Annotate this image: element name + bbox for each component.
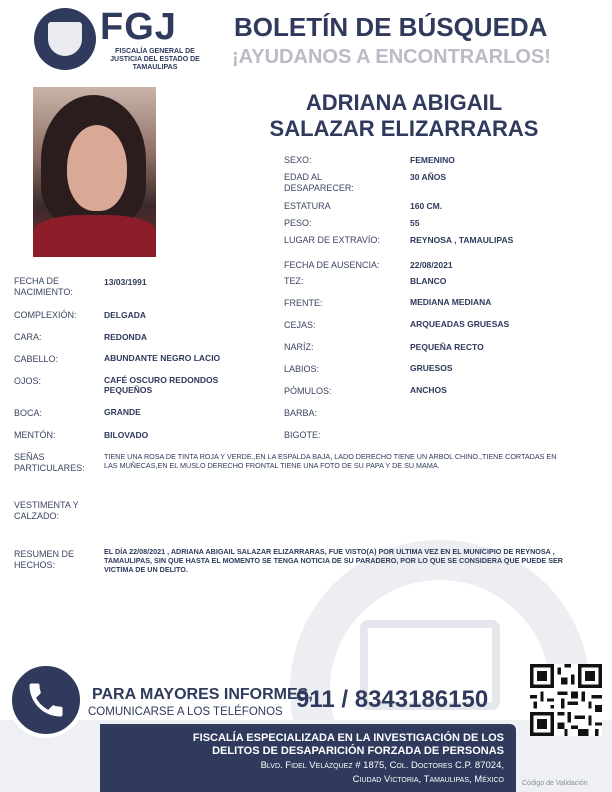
field-label-boca: BOCA: — [14, 408, 43, 418]
field-label-tez: TEZ: — [284, 276, 304, 286]
footer-line2: DELITOS DE DESAPARICIÓN FORZADA DE PERSONAS — [212, 745, 504, 757]
vestimenta-label: VESTIMENTA Y CALZADO: — [14, 500, 79, 521]
footer-city: Ciudad Victoria, Tamaulipas, México — [352, 774, 504, 785]
field-value-nariz: PEQUEÑA RECTO — [410, 342, 484, 352]
field-label-ojos: OJOS: — [14, 376, 42, 386]
resumen-label: RESUMEN DE HECHOS: — [14, 549, 75, 570]
field-label-sexo: SEXO: — [284, 155, 312, 165]
senas-label: SEÑAS PARTICULARES: — [14, 452, 85, 473]
field-value-pomulos: ANCHOS — [410, 385, 447, 395]
page-title: BOLETÍN DE BÚSQUEDA — [234, 12, 548, 42]
page-subtitle: ¡AYUDANOS A ENCONTRARLOS! — [232, 46, 551, 68]
field-value-edad: 30 AÑOS — [410, 172, 447, 182]
field-label-cabello: CABELLO: — [14, 354, 59, 364]
field-value-tez: BLANCO — [410, 276, 447, 286]
field-label-pomulos: PÓMULOS: — [284, 386, 332, 396]
field-label-cejas: CEJAS: — [284, 320, 316, 330]
person-name-line2: SALAZAR ELIZARRARAS — [269, 116, 539, 141]
field-label-nariz: NARÍZ: — [284, 342, 314, 352]
field-value-sexo: FEMENINO — [410, 155, 455, 165]
resumen-value: EL DÍA 22/08/2021 , ADRIANA ABIGAIL SALAZAR ELIZARRARAS, FUE VISTO(A) POR ULTIMA VEZ EN EL MUNICIPIO DE REYNOSA , TAMAULIPAS, SIN QUE HASTA EL MOMENTO SE TENGA NOTICIA DE SU PARADERO, POR LO QUE SE CONSIDERA QUE PUEDE SER VICTIMA DE UN DELITO. — [104, 547, 563, 574]
field-value-peso: 55 — [410, 218, 420, 228]
field-value-complexion: DELGADA — [104, 310, 147, 320]
field-value-nacimiento: 13/03/1991 — [104, 277, 147, 287]
fgj-seal-logo — [34, 8, 96, 70]
field-label-frente: FRENTE: — [284, 298, 323, 308]
field-value-menton: BILOVADO — [104, 430, 149, 440]
brand-name: FGJ — [100, 6, 177, 48]
person-name — [234, 90, 574, 142]
qr-code[interactable] — [530, 664, 602, 736]
field-label-edad: EDAD AL DESAPARECER: — [284, 172, 354, 193]
field-label-fecha-ausencia: FECHA DE AUSENCIA: — [284, 260, 380, 270]
footer-address: Blvd. Fidel Velázquez # 1875, Col. Doctores C.P. 87024, — [260, 760, 504, 771]
field-value-cabello: ABUNDANTE NEGRO LACIO — [104, 353, 221, 363]
contact-line1: PARA MAYORES INFORMES, — [92, 686, 313, 703]
brand-subtitle: FISCALÍA GENERAL DE JUSTICIA DEL ESTADO DE TAMAULIPAS — [110, 48, 200, 71]
field-label-lugar: LUGAR DE EXTRAVÍO: — [284, 235, 380, 245]
field-value-fecha-ausencia: 22/08/2021 — [410, 260, 453, 270]
field-value-labios: GRUESOS — [410, 363, 453, 373]
field-label-barba: BARBA: — [284, 408, 318, 418]
field-value-cejas: ARQUEADAS GRUESAS — [410, 319, 510, 329]
field-label-labios: LABIOS: — [284, 364, 320, 374]
person-name-line1: ADRIANA ABIGAIL — [305, 90, 503, 115]
contact-phone[interactable]: 911 / 8343186150 — [296, 686, 489, 713]
field-value-lugar: REYNOSA , TAMAULIPAS — [410, 235, 514, 245]
field-label-complexion: COMPLEXIÓN: — [14, 310, 77, 320]
phone-icon — [8, 662, 84, 738]
footer-box — [100, 724, 516, 792]
field-value-estatura: 160 CM. — [410, 201, 443, 211]
field-value-ojos: CAFÉ OSCURO REDONDOS PEQUEÑOS — [104, 375, 219, 395]
field-value-cara: REDONDA — [104, 332, 147, 342]
field-label-estatura: ESTATURA — [284, 201, 331, 211]
field-label-nacimiento: FECHA DE NACIMIENTO: — [14, 276, 73, 297]
field-value-frente: MEDIANA MEDIANA — [410, 297, 492, 307]
field-label-cara: CARA: — [14, 332, 42, 342]
field-label-peso: PESO: — [284, 218, 312, 228]
footer-line1: FISCALÍA ESPECIALIZADA EN LA INVESTIGACIÓN DE LOS — [192, 732, 504, 744]
qr-caption: Código de Validación — [522, 780, 588, 787]
senas-value: TIENE UNA ROSA DE TINTA ROJA Y VERDE.,EN LA ESPALDA BAJA, LADO DERECHO TIENE UN ARBOL CHINO.,TIENE CORTADAS EN LAS MUÑECAS,EN EL MUSLO DERECHO FRONTAL TIENE UNA FOTO DE SU PAPA Y DE SU MAMA. — [104, 452, 557, 470]
person-photo — [33, 87, 156, 257]
field-value-boca: GRANDE — [104, 407, 141, 417]
field-label-menton: MENTÓN: — [14, 430, 56, 440]
field-label-bigote: BIGOTE: — [284, 430, 321, 440]
contact-line2: COMUNICARSE A LOS TELÉFONOS — [88, 706, 283, 718]
